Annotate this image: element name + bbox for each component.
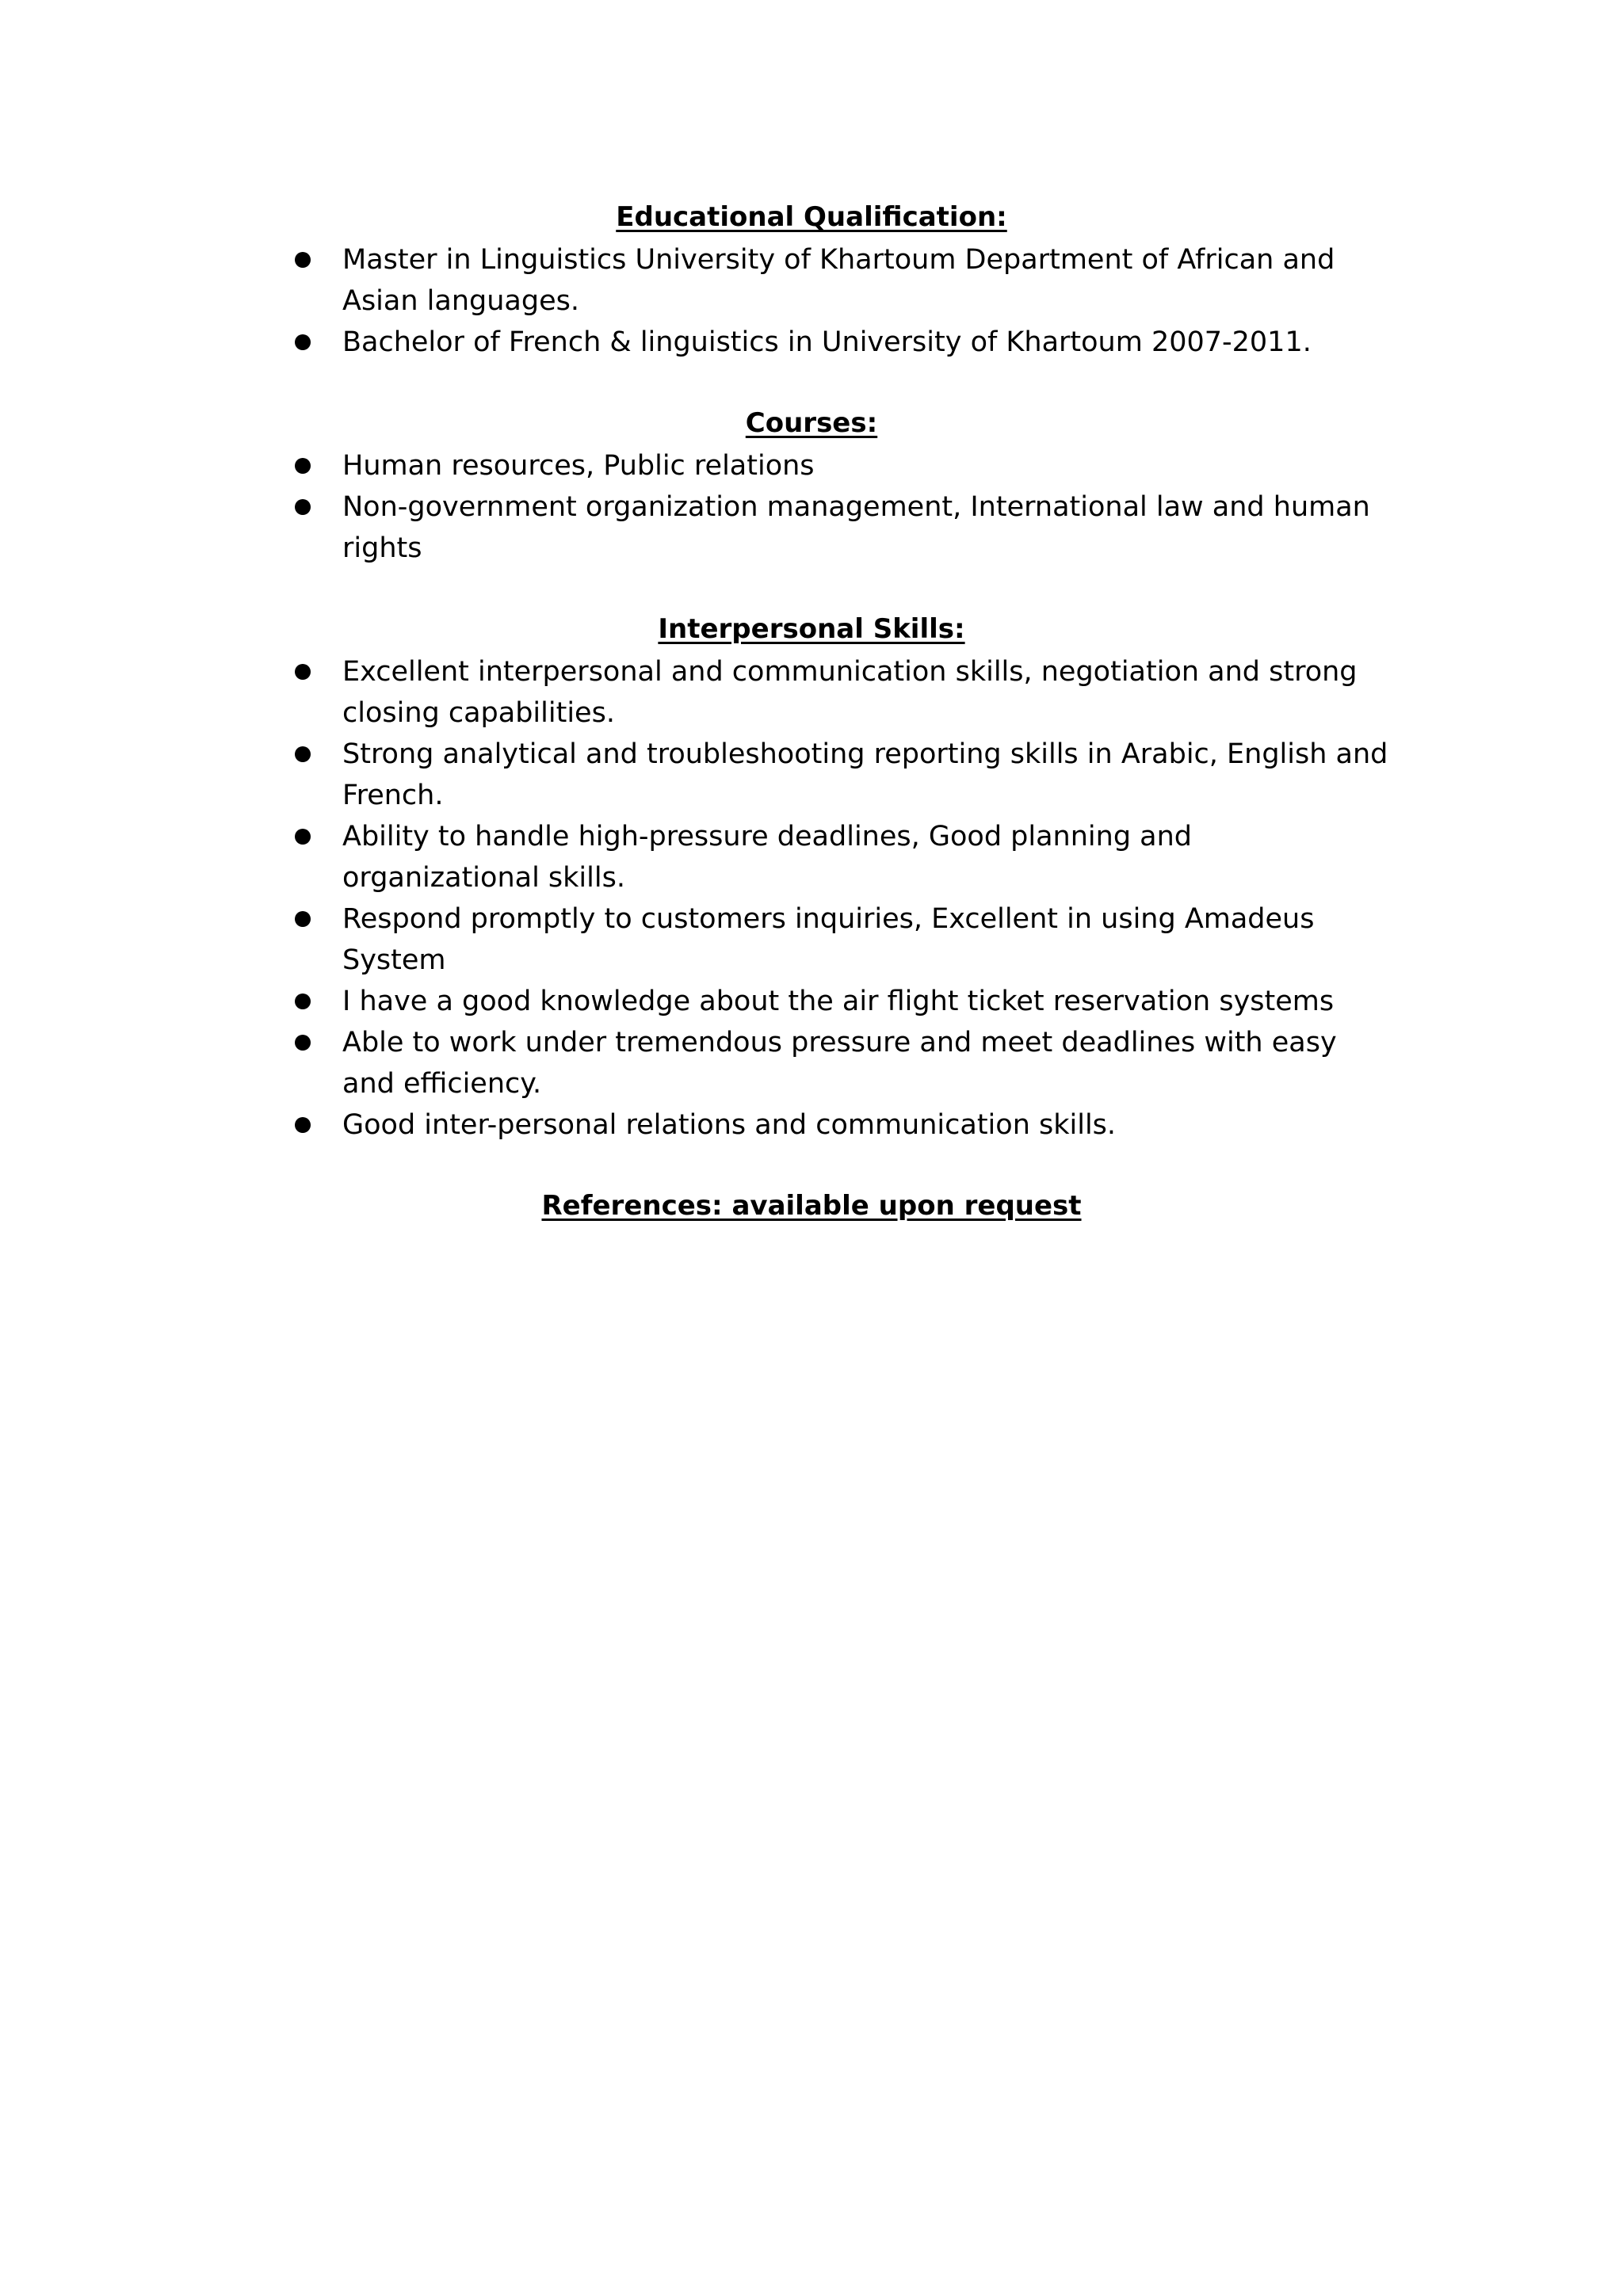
list-item [0, 734, 1396, 816]
education-list [0, 239, 1623, 363]
list-item-text: Respond promptly to customers inquiries, Excellent in using Amadeus System [342, 903, 1315, 976]
list-item-text: Excellent interpersonal and communication skills, negotiation and strong closing capabilities. [342, 656, 1358, 729]
list-item [0, 651, 1396, 734]
bullet-icon [295, 829, 311, 845]
bullet-icon [295, 499, 311, 515]
skills-heading: Interpersonal Skills: [658, 613, 965, 645]
list-item [0, 1022, 1396, 1104]
education-heading: Educational Qualification: [616, 201, 1007, 233]
bullet-icon [295, 746, 311, 762]
bullet-icon [295, 911, 311, 927]
bullet-icon [295, 252, 311, 268]
list-item [0, 816, 1396, 898]
list-item-text: Non-government organization management, International law and human rights [342, 491, 1370, 564]
list-item-text: Ability to handle high-pressure deadlines, Good planning and organizational skills. [342, 821, 1193, 894]
list-item-text: Strong analytical and troubleshooting reporting skills in Arabic, English and French. [342, 738, 1388, 811]
skills-list [0, 651, 1623, 1146]
list-item [0, 898, 1396, 981]
list-item-text: Human resources, Public relations [342, 450, 815, 482]
bullet-icon [295, 1117, 311, 1133]
list-item [0, 981, 1396, 1022]
list-item [0, 486, 1396, 569]
list-item-text: Good inter-personal relations and communication skills. [342, 1109, 1117, 1141]
list-item [0, 1104, 1396, 1146]
bullet-icon [295, 334, 311, 350]
courses-list [0, 445, 1623, 569]
list-item [0, 239, 1396, 322]
references-heading: References: available upon request [541, 1190, 1082, 1222]
list-item-text: Master in Linguistics University of Khartoum Department of African and Asian languages. [342, 244, 1335, 317]
list-item [0, 445, 1396, 486]
list-item [0, 322, 1396, 363]
bullet-icon [295, 664, 311, 680]
bullet-icon [295, 458, 311, 474]
list-item-text: Able to work under tremendous pressure and meet deadlines with easy and efficiency. [342, 1027, 1337, 1100]
list-item-text: Bachelor of French & linguistics in University of Khartoum 2007-2011. [342, 326, 1312, 358]
courses-heading: Courses: [745, 407, 878, 439]
bullet-icon [295, 1035, 311, 1051]
list-item-text: I have a good knowledge about the air flight ticket reservation systems [342, 986, 1335, 1017]
bullet-icon [295, 994, 311, 1009]
